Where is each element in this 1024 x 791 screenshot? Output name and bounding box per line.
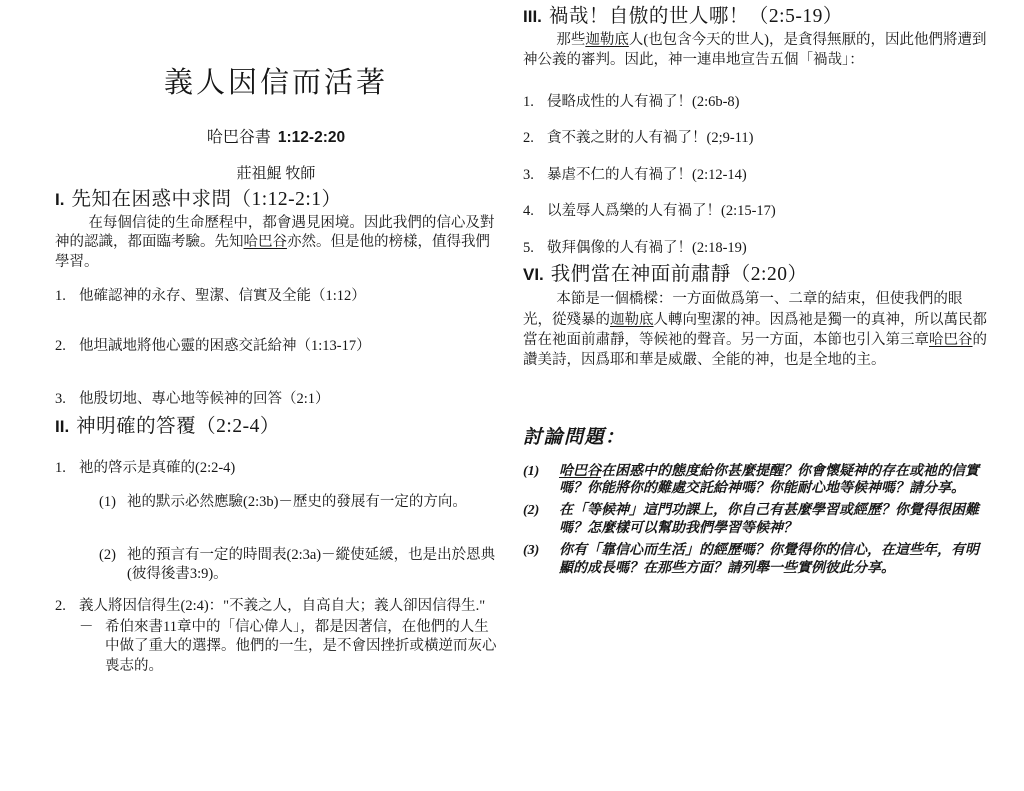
intro-text-part1: 本節是一個橋樑：一方面做爲第一、二章的結束，但使我們的眼光，從殘暴的 (523, 291, 963, 328)
section-4-heading (523, 258, 991, 289)
question-text-body: 你有「靠信心而生活」的經歷嗎？你覺得你的信心，在這些年，有明顯的成長嗎？在那些方面？請列舉一些實例彼此分享。 (559, 543, 979, 577)
woe-list-item (523, 166, 991, 185)
item-text: 敬拜偶像的人有禍了！(2:18-19) (547, 239, 747, 256)
intro-text-part2: 亦然。但是他的榜樣，值得我們學習。 (55, 234, 490, 270)
section-3-intro-paragraph (523, 31, 991, 70)
item-text: 他確認神的永存、聖潔、信實及全能（1:12） (79, 288, 366, 305)
section-3-title: 禍哉！自傲的世人哪！（2:5-19） (548, 6, 843, 27)
item-number: 3. (523, 166, 534, 183)
question-text (559, 463, 991, 499)
section-2-numeral: II. (55, 416, 70, 436)
document-title: 義人因信而活著 (163, 67, 388, 99)
scripture-reference-line (55, 124, 497, 147)
question-number: (2) (523, 503, 540, 519)
sub-list-item (99, 546, 497, 585)
right-column (523, 0, 991, 578)
item-text: 他殷切地、專心地等候神的回答（2:1） (79, 391, 330, 408)
woe-list-item (523, 202, 991, 221)
list-item (55, 390, 497, 409)
item-number: 1. (55, 459, 66, 476)
item-number: 4. (523, 203, 534, 220)
discussion-question (523, 542, 991, 578)
discussion-question (523, 463, 991, 499)
question-number: (3) (523, 543, 540, 559)
intro-text-part3: 的讚美詩，因爲耶和華是威嚴、全能的神，也是全地的主。 (523, 331, 987, 369)
section-3-heading (523, 0, 991, 31)
discussion-questions (523, 463, 991, 578)
item-number: 1. (55, 288, 66, 305)
sub-item-number: (1) (99, 494, 116, 511)
item-number: 2. (55, 598, 66, 615)
discussion-heading: 討論問題： (523, 426, 626, 448)
section-1-intro-paragraph (55, 214, 497, 272)
intro-text-part2: 人(也包含今天的世人)，是貪得無厭的，因此他們將遭到神公義的審判。因此，神一連串地宣告五個「禍哉」： (523, 32, 987, 68)
section-2-heading (55, 410, 497, 441)
item-text: 以羞辱人爲樂的人有禍了！(2:15-17) (547, 203, 776, 220)
sub-item-number: (2) (99, 546, 116, 563)
subtitle-book: 哈巴谷書 (206, 128, 271, 146)
discussion-question (523, 502, 991, 538)
sub-item-text: 祂的默示必然應驗(2:3b)－歷史的發展有一定的方向。 (127, 494, 467, 511)
item-text: 義人將因信得生(2:4)："不義之人，自高自大；義人卻因信得生." (79, 598, 486, 615)
section-1-title: 先知在困惑中求問（1:12-2:1） (71, 188, 342, 210)
list-item (55, 337, 497, 356)
underlined-name-chaldeans: 迦勒底 (610, 311, 654, 328)
item-text: 他坦誠地將他心靈的困惑交託給神（1:13-17） (79, 337, 371, 354)
author-line: 莊祖鯤 牧師 (236, 165, 316, 182)
woe-list-item (523, 93, 991, 112)
intro-text-part2: 人轉向聖潔的神。因爲祂是獨一的真神，所以萬民都當在祂面前肅靜，等候祂的聲音。另一方面，本節也引入第三章 (523, 311, 987, 348)
question-text-body: 在困惑中的態度給你甚麼提醒？你會懷疑神的存在或祂的信實嗎？你能將你的難處交託給神嗎？你能耐心地等候神嗎？請分享。 (559, 463, 979, 497)
item-note (79, 618, 497, 676)
item-number: 5. (523, 239, 534, 256)
left-column (55, 0, 497, 676)
subtitle-verse-range: 1:12-2:20 (277, 128, 346, 146)
question-number: (1) (523, 463, 540, 479)
intro-text-part1: 那些 (556, 32, 586, 49)
section-4-intro-paragraph (523, 289, 991, 370)
note-text: 希伯來書11章中的「信心偉人」，都是因著信，在他們的人生中做了重大的選擇。他們的一生，是不會因挫折或橫逆而灰心喪志的。 (105, 618, 497, 674)
list-item (55, 459, 497, 478)
question-text (559, 542, 991, 578)
item-number: 2. (55, 337, 66, 354)
section-4-numeral: VI. (523, 265, 544, 285)
item-text: 侵略成性的人有禍了！(2:6b-8) (547, 94, 740, 111)
section-4-title: 我們當在神面前肅靜（2:20） (550, 264, 808, 286)
item-number: 2. (523, 130, 534, 147)
question-text (559, 502, 991, 538)
list-item (55, 597, 497, 616)
section-2-title: 神明確的答覆（2:2-4） (76, 415, 280, 437)
woe-list-item (523, 239, 991, 258)
intro-text-part1: 在每個信徒的生命歷程中，都會遇見困境。因此我們的信心及對神的認識，都面臨考驗。先知 (55, 214, 495, 251)
question-text-body: 在「等候神」這門功課上，你自己有甚麼學習或經歷？你覺得很困難嗎？怎麼樣可以幫助我們學習等候神？ (559, 503, 979, 537)
dash-marker: － (79, 618, 94, 635)
item-text: 貪不義之財的人有禍了！(2;9-11) (547, 130, 754, 147)
item-text: 暴虐不仁的人有禍了！(2:12-14) (547, 166, 747, 183)
underlined-name-habakkuk: 哈巴谷 (243, 234, 287, 251)
underlined-name-chaldeans: 迦勒底 (585, 32, 629, 49)
underlined-name-habakkuk: 哈巴谷 (929, 331, 973, 348)
section-1-heading (55, 183, 497, 214)
item-number: 3. (55, 391, 66, 408)
list-item (55, 287, 497, 306)
item-number: 1. (523, 94, 534, 111)
sub-item-text: 祂的預言有一定的時間表(2:3a)－縱使延緩，也是出於恩典(彼得後書3:9)。 (127, 546, 496, 582)
section-3-numeral: III. (523, 7, 542, 26)
item-text: 祂的啓示是真確的(2:2-4) (79, 459, 236, 476)
underlined-name-habakkuk: 哈巴谷 (559, 463, 601, 479)
section-1-numeral: I. (55, 189, 65, 209)
sub-list-item (99, 493, 497, 512)
woe-list-item (523, 129, 991, 148)
